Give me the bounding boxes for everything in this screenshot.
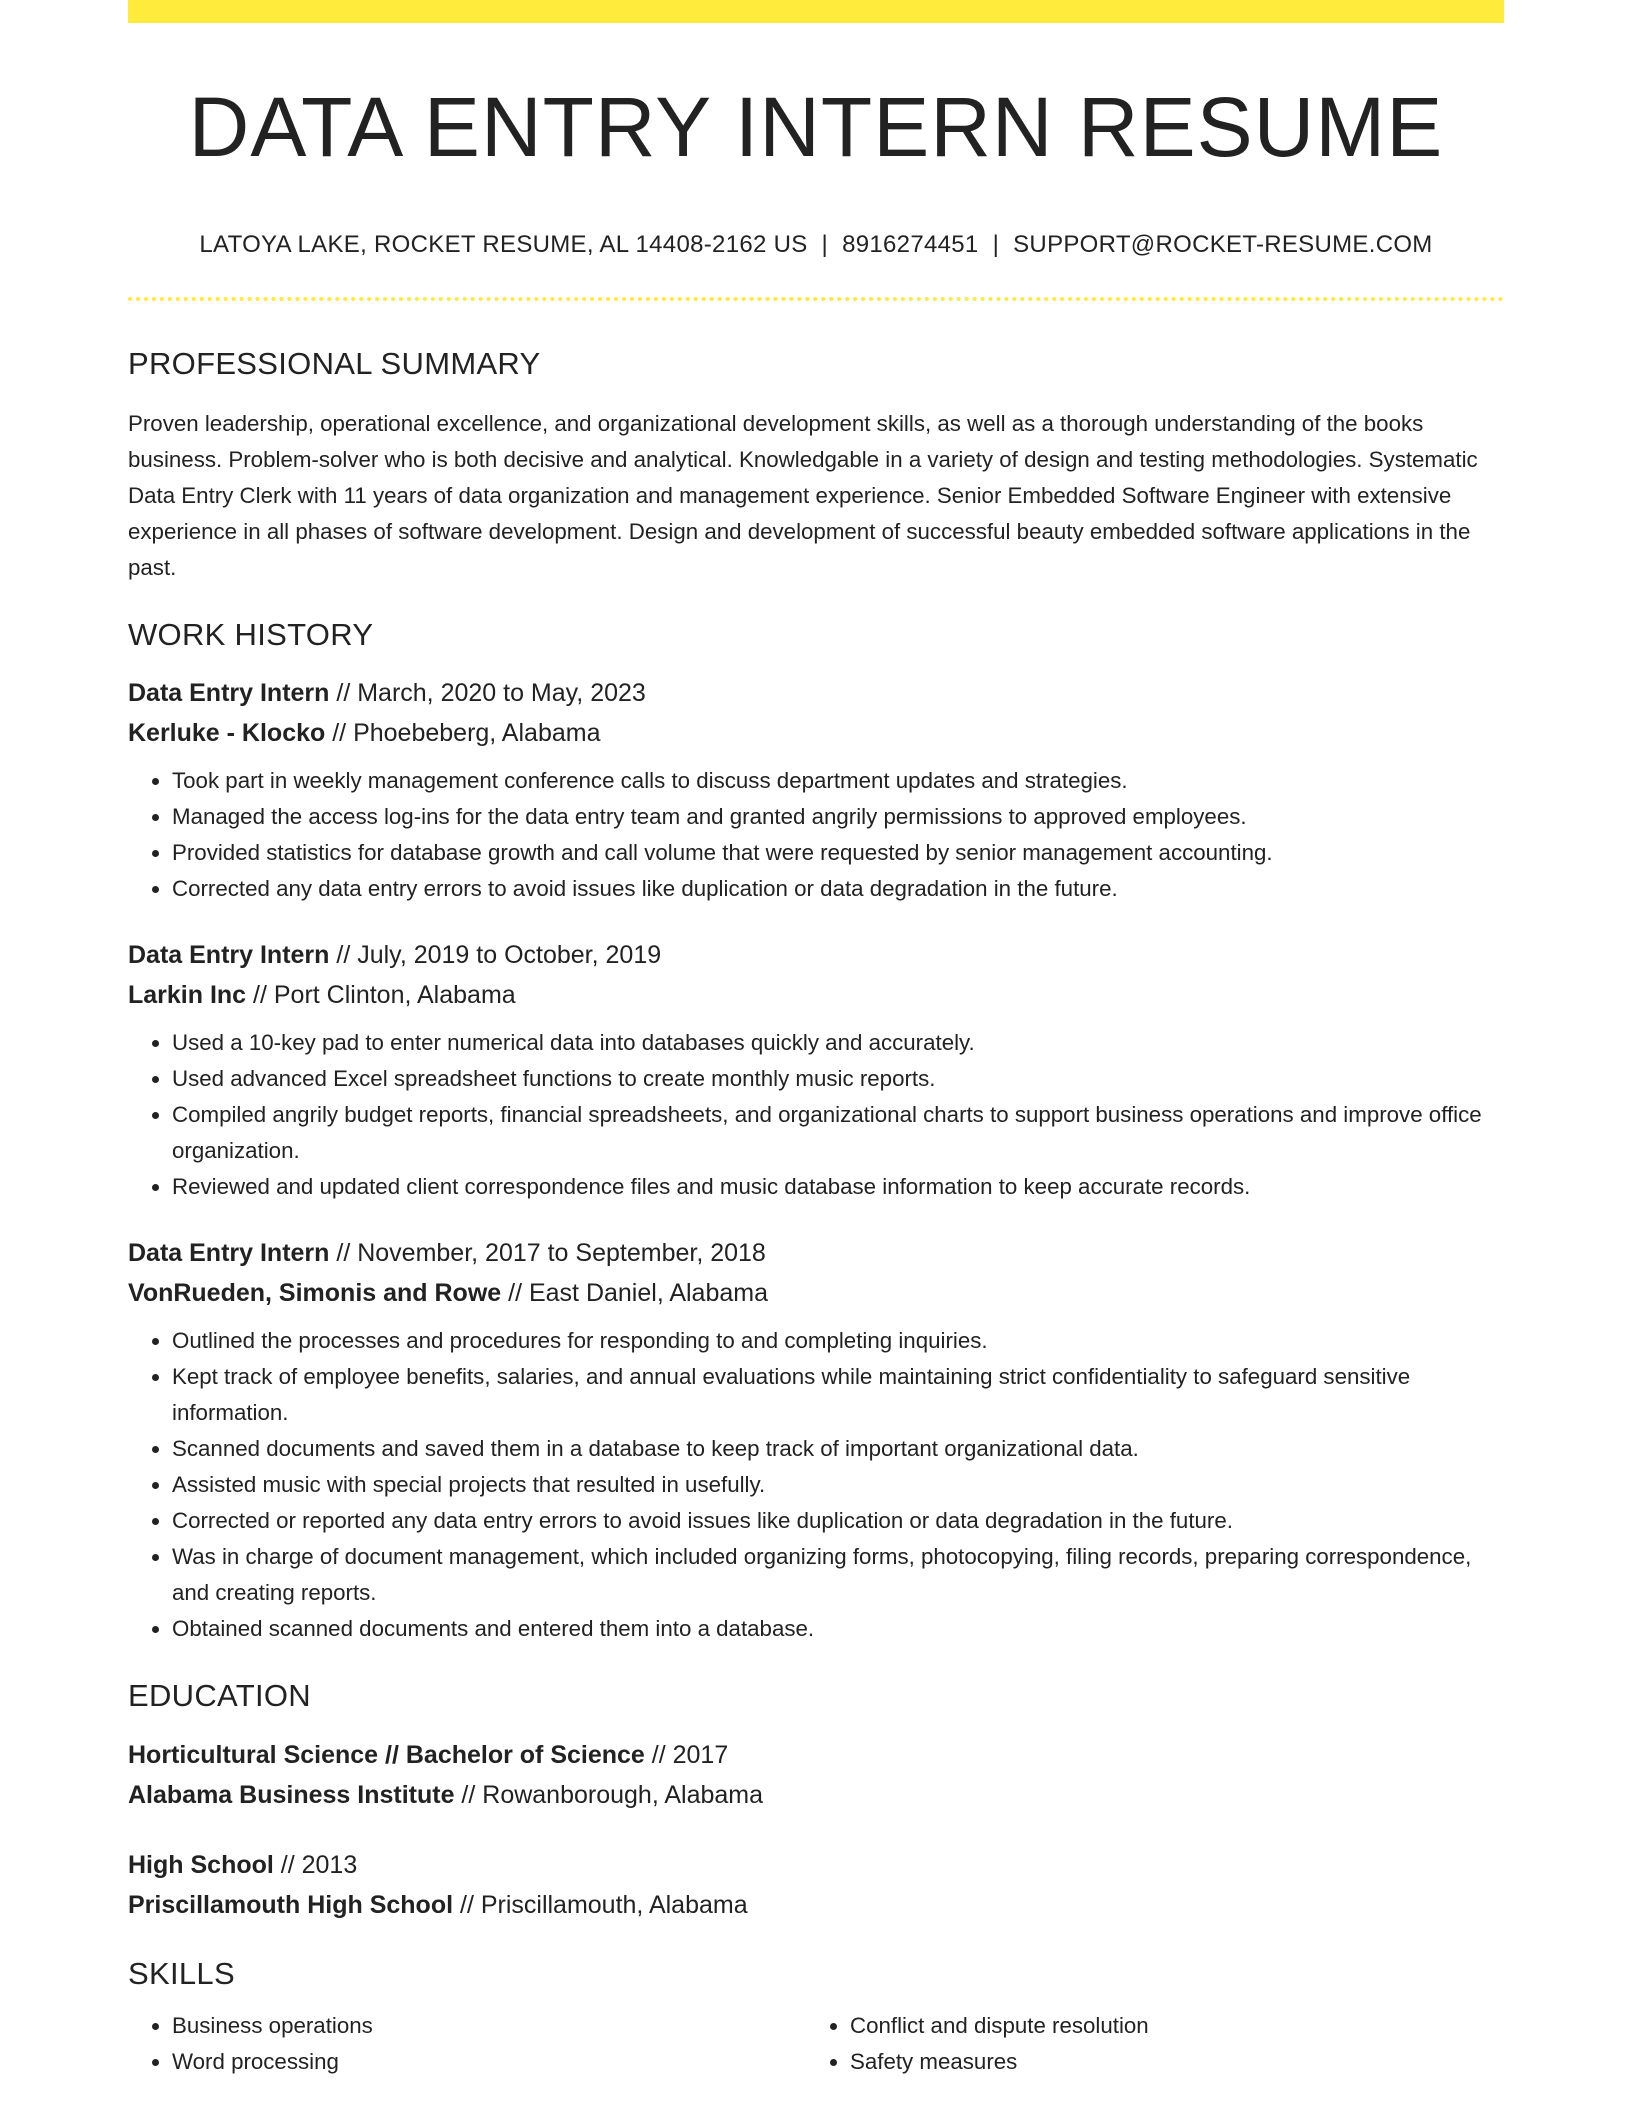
summary-section: [128, 345, 1504, 586]
contact-email: SUPPORT@ROCKET-RESUME.COM: [1013, 231, 1433, 258]
education-entry: [128, 1845, 1504, 1925]
job-dates: // March, 2020 to May, 2023: [329, 679, 646, 708]
dotted-divider: [128, 297, 1504, 301]
education-degree-line: [128, 1735, 1504, 1775]
job-entry: [128, 935, 1504, 1205]
skills-section: [128, 1955, 1504, 2080]
education-location: // Priscillamouth, Alabama: [453, 1890, 748, 1919]
job-title-line: [128, 673, 1504, 713]
contact-separator: |: [821, 231, 829, 258]
list-item: • Used a 10-key pad to enter numerical data into databases quickly and accurately.: [172, 1025, 1504, 1061]
list-item: • Kept track of employee benefits, salaries, and annual evaluations while maintaining strict confidentiality to safeguard sensitive information.: [172, 1359, 1504, 1431]
list-item: • Corrected any data entry errors to avoid issues like duplication or data degradation in the future.: [172, 871, 1504, 907]
skills-right-column: [806, 2008, 1484, 2080]
resume-page: [128, 0, 1504, 2080]
job-title-line: [128, 1233, 1504, 1273]
job-title-line: [128, 935, 1504, 975]
job-company: Larkin Inc: [128, 981, 247, 1010]
job-dates: // July, 2019 to October, 2019: [329, 941, 662, 970]
list-item: • Provided statistics for database growth and call volume that were requested by senior management accounting.: [172, 835, 1504, 871]
job-location: // Phoebeberg, Alabama: [325, 719, 601, 748]
contact-address: LATOYA LAKE, ROCKET RESUME, AL 14408-2162 US: [199, 231, 808, 258]
job-title: Data Entry Intern: [128, 941, 330, 970]
summary-heading: PROFESSIONAL SUMMARY: [128, 346, 541, 381]
job-entry: [128, 1233, 1504, 1647]
job-title: Data Entry Intern: [128, 679, 330, 708]
job-bullets: [128, 763, 1504, 907]
skills-heading: SKILLS: [128, 1955, 235, 1991]
job-title: Data Entry Intern: [128, 1239, 330, 1268]
education-year: // 2017: [644, 1740, 729, 1769]
work-history-section: [128, 616, 1504, 1647]
job-company-line: [128, 713, 1504, 753]
skills-columns: [128, 2008, 1504, 2080]
list-item: • Reviewed and updated client correspondence files and music database information to keep accurate records.: [172, 1169, 1504, 1205]
top-accent-bar: [128, 0, 1504, 23]
job-dates: // November, 2017 to September, 2018: [329, 1239, 766, 1268]
job-location: // East Daniel, Alabama: [501, 1279, 768, 1308]
job-company: Kerluke - Klocko: [128, 719, 326, 748]
skills-left-column: [128, 2008, 806, 2080]
job-company-line: [128, 1273, 1504, 1313]
education-location: // Rowanborough, Alabama: [454, 1780, 764, 1809]
list-item: • Used advanced Excel spreadsheet functions to create monthly music reports.: [172, 1061, 1504, 1097]
job-location: // Port Clinton, Alabama: [246, 981, 516, 1010]
education-degree-line: [128, 1845, 1504, 1885]
list-item: • Safety measures: [850, 2044, 1484, 2080]
education-heading: EDUCATION: [128, 1678, 311, 1714]
education-degree: High School: [128, 1850, 274, 1879]
list-item: • Managed the access log-ins for the data entry team and granted angrily permissions to approved employees.: [172, 799, 1504, 835]
work-history-heading: WORK HISTORY: [128, 617, 374, 653]
job-entry: [128, 673, 1504, 907]
list-item: • Compiled angrily budget reports, financial spreadsheets, and organizational charts to support business operations and improve office organization.: [172, 1097, 1504, 1169]
contact-line: [128, 231, 1504, 259]
job-company-line: [128, 975, 1504, 1015]
education-school: Alabama Business Institute: [128, 1780, 455, 1809]
contact-phone: 8916274451: [842, 231, 979, 258]
education-degree: Horticultural Science // Bachelor of Science: [128, 1740, 645, 1769]
list-item: • Scanned documents and saved them in a database to keep track of important organizational data.: [172, 1431, 1504, 1467]
list-item: • Outlined the processes and procedures for responding to and completing inquiries.: [172, 1323, 1504, 1359]
list-item: • Obtained scanned documents and entered them into a database.: [172, 1611, 1504, 1647]
list-item: • Was in charge of document management, which included organizing forms, photocopying, filing records, preparing correspondence, and creating reports.: [172, 1539, 1504, 1611]
job-bullets: [128, 1323, 1504, 1647]
job-company: VonRueden, Simonis and Rowe: [128, 1279, 502, 1308]
education-school: Priscillamouth High School: [128, 1890, 454, 1919]
list-item: • Business operations: [172, 2008, 806, 2044]
education-year: // 2013: [273, 1850, 358, 1879]
list-item: • Assisted music with special projects that resulted in usefully.: [172, 1467, 1504, 1503]
job-bullets: [128, 1025, 1504, 1205]
education-section: [128, 1677, 1504, 1924]
education-school-line: [128, 1885, 1504, 1925]
list-item: • Word processing: [172, 2044, 806, 2080]
education-school-line: [128, 1775, 1504, 1815]
contact-separator: |: [992, 231, 1000, 258]
list-item: • Conflict and dispute resolution: [850, 2008, 1484, 2044]
education-entry: [128, 1735, 1504, 1815]
resume-title: DATA ENTRY INTERN RESUME: [188, 80, 1444, 174]
list-item: • Corrected or reported any data entry errors to avoid issues like duplication or data degradation in the future.: [172, 1503, 1504, 1539]
list-item: • Took part in weekly management conference calls to discuss department updates and strategies.: [172, 763, 1504, 799]
summary-text: Proven leadership, operational excellence, and organizational development skills, as well as a thorough understanding of the books business. Problem-solver who is both decisive and analytical. Knowledgable in a variety of design and testing methodologies. Systematic Data Entry Clerk with 11 years of data organization and management experience. Senior Embedded Software Engineer with extensive experience in all phases of software development. Design and development of successful beauty embedded software applications in the past.: [128, 411, 1478, 581]
